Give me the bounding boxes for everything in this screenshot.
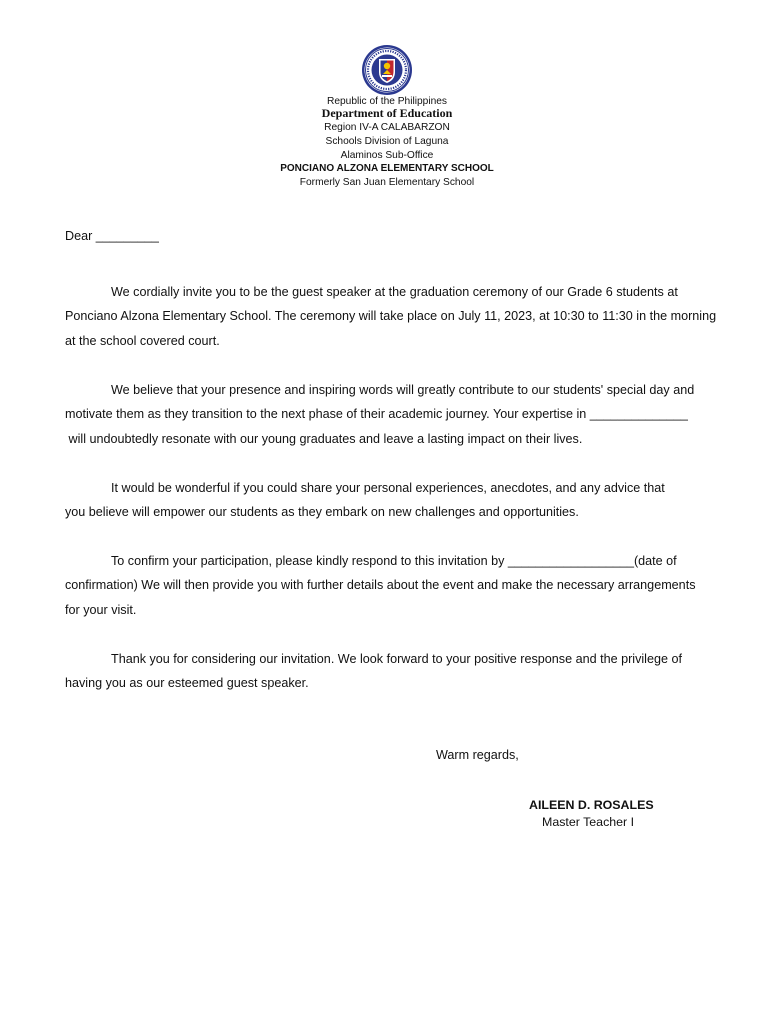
paragraph-line: will undoubtedly resonate with our young graduates and leave a lasting impact on their lives. bbox=[65, 431, 583, 446]
paragraph-request bbox=[65, 476, 733, 525]
school-name: PONCIANO ALZONA ELEMENTARY SCHOOL bbox=[280, 163, 494, 174]
department-line: Department of Education bbox=[321, 106, 453, 120]
paragraph-line: having you as our esteemed guest speaker. bbox=[65, 676, 309, 691]
paragraph-line: confirmation) We will then provide you with further details about the event and make the necessary arrangements bbox=[65, 578, 696, 593]
sub-office-line: Alaminos Sub-Office bbox=[340, 150, 434, 161]
signatory-title: Master Teacher I bbox=[542, 815, 635, 829]
paragraph-line: To confirm your participation, please kindly respond to this invitation by __________________(date of bbox=[111, 554, 677, 568]
salutation: Dear _________ bbox=[65, 229, 159, 243]
paragraph-line: for your visit. bbox=[65, 602, 137, 617]
paragraph-line: It would be wonderful if you could share your personal experiences, anecdotes, and any advice that bbox=[111, 481, 665, 495]
republic-line: Republic of the Philippines bbox=[326, 96, 448, 107]
paragraph-line: motivate them as they transition to the next phase of their academic journey. Your expertise in ______________ bbox=[65, 407, 688, 422]
paragraph-line: We believe that your presence and inspiring words will greatly contribute to our students' special day and bbox=[111, 383, 695, 397]
paragraph-line: you believe will empower our students as they embark on new challenges and opportunities. bbox=[65, 505, 579, 520]
paragraph-line: at the school covered court. bbox=[65, 333, 220, 348]
paragraph-line: We cordially invite you to be the guest speaker at the graduation ceremony of our Grade 6 students at bbox=[111, 285, 678, 299]
paragraph-confirmation bbox=[65, 549, 733, 622]
paragraph-line: Ponciano Alzona Elementary School. The ceremony will take place on July 11, 2023, at 10:30 to 11:30 in the morning bbox=[65, 309, 717, 324]
paragraph-invitation bbox=[65, 280, 733, 353]
paragraph-line: Thank you for considering our invitation. We look forward to your positive response and the privilege of bbox=[111, 652, 682, 666]
closing: Warm regards, bbox=[436, 748, 519, 762]
division-line: Schools Division of Laguna bbox=[325, 136, 449, 147]
formerly-line: Formerly San Juan Elementary School bbox=[299, 177, 475, 188]
region-line: Region IV-A CALABARZON bbox=[324, 122, 450, 133]
paragraph-thanks bbox=[65, 647, 733, 696]
deped-seal-icon bbox=[359, 44, 415, 96]
signatory-name: AILEEN D. ROSALES bbox=[529, 798, 654, 812]
paragraph-belief bbox=[65, 378, 733, 451]
